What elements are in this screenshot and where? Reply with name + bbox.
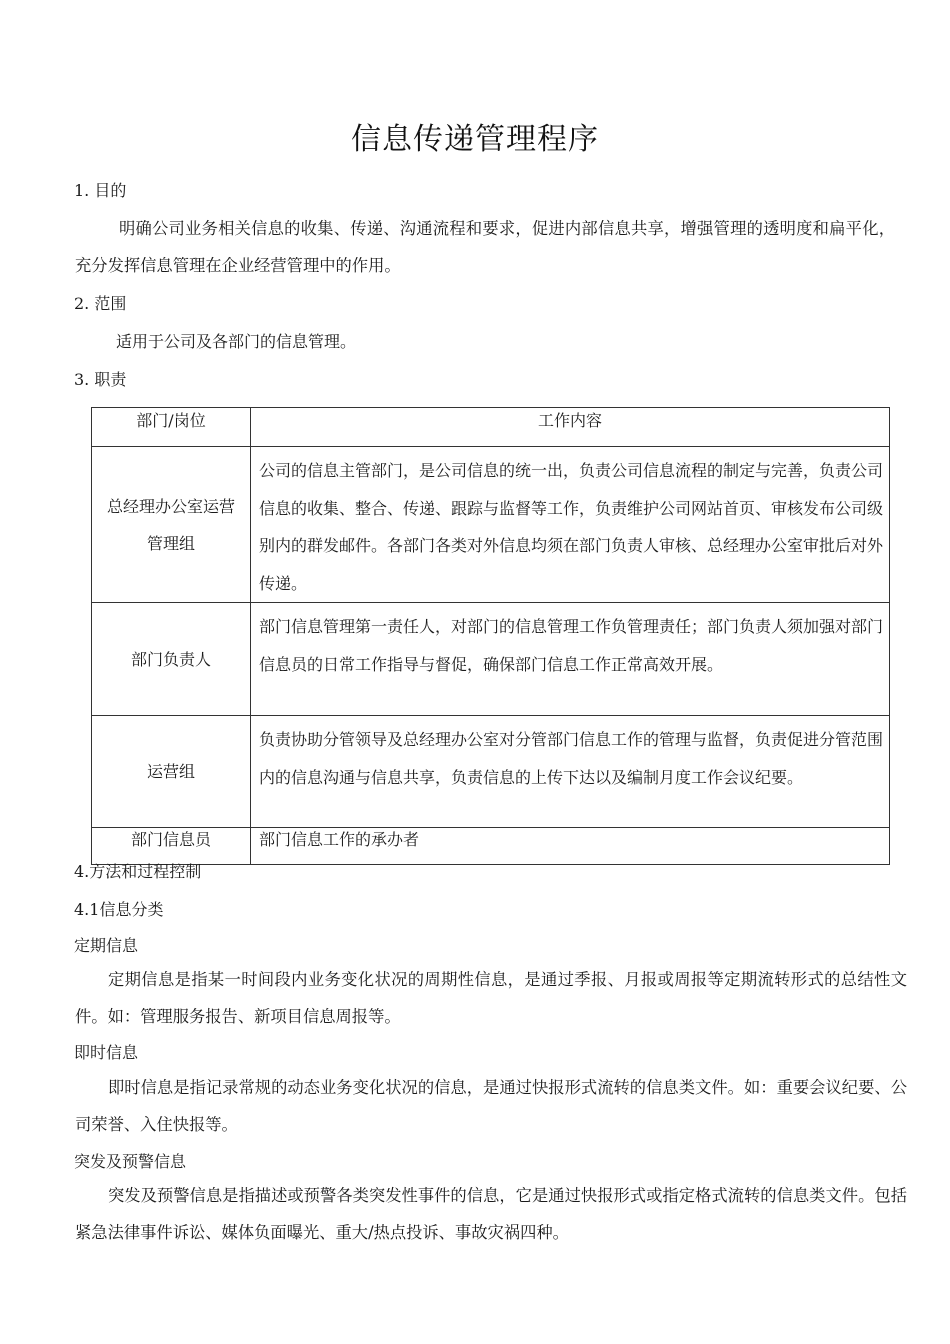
- info-type-heading: 突发及预警信息: [74, 1152, 187, 1171]
- section-heading-scope: 2. 范围: [74, 294, 127, 313]
- purpose-paragraph: 明确公司业务相关信息的收集、传递、沟通流程和要求，促进内部信息共享，增强管理的透明度和扁平化，充分发挥信息管理在企业经营管理中的作用。: [75, 219, 895, 275]
- role-cell: 总经理办公室运营管理组: [92, 447, 251, 603]
- info-type-paragraph: 即时信息是指记录常规的动态业务变化状况的信息，是通过快报形式流转的信息类文件。如：重要会议纪要、公司荣誉、入住快报等。: [75, 1078, 907, 1134]
- table-header-row: [92, 408, 890, 447]
- scope-paragraph: 适用于公司及各部门的信息管理。: [116, 332, 357, 351]
- content-cell: 部门信息管理第一责任人，对部门的信息管理工作负管理责任；部门负责人须加强对部门信息员的日常工作指导与督促，确保部门信息工作正常高效开展。: [251, 603, 890, 716]
- header-role: 部门/岗位: [92, 408, 251, 447]
- section-heading-purpose: 1. 目的: [74, 181, 127, 200]
- content-cell: 部门信息工作的承办者: [251, 828, 890, 865]
- document-title: 信息传递管理程序: [351, 122, 599, 157]
- subsection-heading-classification: 4.1信息分类: [74, 900, 164, 919]
- section-heading-duties: 3. 职责: [74, 370, 127, 389]
- table-row: [92, 828, 890, 865]
- role-cell: 部门信息员: [92, 828, 251, 865]
- info-type-heading: 定期信息: [74, 936, 139, 955]
- info-type-paragraph: 定期信息是指某一时间段内业务变化状况的周期性信息，是通过季报、月报或周报等定期流转形式的总结性文件。如：管理服务报告、新项目信息周报等。: [75, 970, 907, 1026]
- info-type-heading: 即时信息: [74, 1043, 139, 1062]
- role-cell: 运营组: [92, 716, 251, 828]
- table-row: [92, 603, 890, 716]
- info-type-paragraph: 突发及预警信息是指描述或预警各类突发性事件的信息，它是通过快报形式或指定格式流转的信息类文件。包括紧急法律事件诉讼、媒体负面曝光、重大/热点投诉、事故灾祸四种。: [75, 1186, 907, 1242]
- duties-table: [91, 407, 890, 865]
- header-content: 工作内容: [251, 408, 890, 447]
- role-cell: 部门负责人: [92, 603, 251, 716]
- content-cell: 公司的信息主管部门，是公司信息的统一出，负责公司信息流程的制定与完善，负责公司信息的收集、整合、传递、跟踪与监督等工作，负责维护公司网站首页、审核发布公司级别内的群发邮件。各部门各类对外信息均须在部门负责人审核、总经理办公室审批后对外传递。: [251, 447, 890, 603]
- table-row: [92, 716, 890, 828]
- content-cell: 负责协助分管领导及总经理办公室对分管部门信息工作的管理与监督，负责促进分管范围内的信息沟通与信息共享，负责信息的上传下达以及编制月度工作会议纪要。: [251, 716, 890, 828]
- section-heading-methods: 4.方法和过程控制: [74, 862, 202, 881]
- table-row: [92, 447, 890, 603]
